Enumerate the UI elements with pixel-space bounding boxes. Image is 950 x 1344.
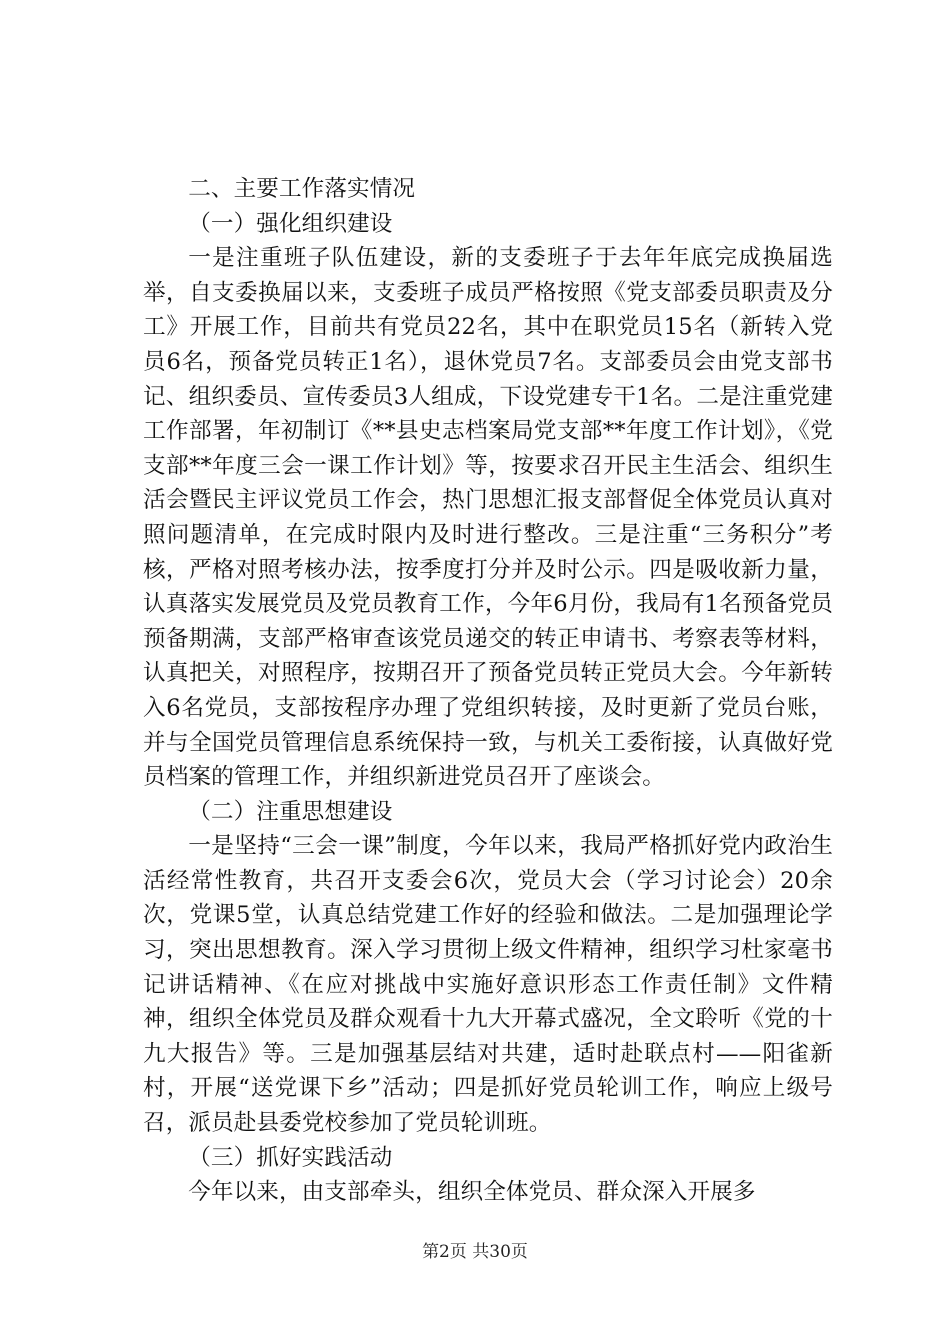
page-number-footer: 第2页 共30页 [422, 1242, 528, 1262]
document-body [143, 172, 833, 1210]
subsection-heading: （一）强化组织建设 [188, 210, 393, 237]
subsection-heading: （二）注重思想建设 [188, 798, 393, 825]
body-paragraph: 一是注重班子队伍建设，新的支委班子于去年年底完成换届选举，自支委换届以来，支委班子成员严格按照《党支部委员职责及分工》开展工作，目前共有党员22名，其中在职党员15名（新转入党员6名，预备党员转正1名），退休党员7名。支部委员会由党支部书记、组织委员、宣传委员3人组成，下设党建专干1名。二是注重党建工作部署，年初制订《**县史志档案局党支部**年度工作计划》，《党支部**年度三会一课工作计划》等，按要求召开民主生活会、组织生活会暨民主评议党员工作会，热门思想汇报支部督促全体党员认真对照问题清单，在完成时限内及时进行整改。三是注重“三务积分”考核，严格对照考核办法，按季度打分并及时公示。四是吸收新力量，认真落实发展党员及党员教育工作，今年6月份，我局有1名预备党员预备期满，支部严格审查该党员递交的转正申请书、考察表等材料，认真把关，对照程序，按期召开了预备党员转正党员大会。今年新转入6名党员，支部按程序办理了党组织转接，及时更新了党员台账，并与全国党员管理信息系统保持一致，与机关工委衔接，认真做好党员档案的管理工作，并组织新进党员召开了座谈会。 [143, 245, 833, 791]
body-paragraph: 今年以来，由支部牵头，组织全体党员、群众深入开展多 [188, 1179, 756, 1206]
section-heading: 二、主要工作落实情况 [188, 176, 416, 202]
subsection-heading: （三）抓好实践活动 [188, 1144, 393, 1171]
body-paragraph: 一是坚持“三会一课”制度，今年以来，我局严格抓好党内政治生活经常性教育，共召开支委会6次，党员大会（学习讨论会）20余次，党课5堂，认真总结党建工作好的经验和做法。二是加强理论学习，突出思想教育。深入学习贯彻上级文件精神，组织学习杜家毫书记讲话精神、《在应对挑战中实施好意识形态工作责任制》文件精神，组织全体党员及群众观看十九大开幕式盛况，全文聆听《党的十九大报告》等。三是加强基层结对共建，适时赴联点村——阳雀新村，开展“送党课下乡”活动；四是抓好党员轮训工作，响应上级号召，派员赴县委党校参加了党员轮训班。 [143, 833, 833, 1137]
